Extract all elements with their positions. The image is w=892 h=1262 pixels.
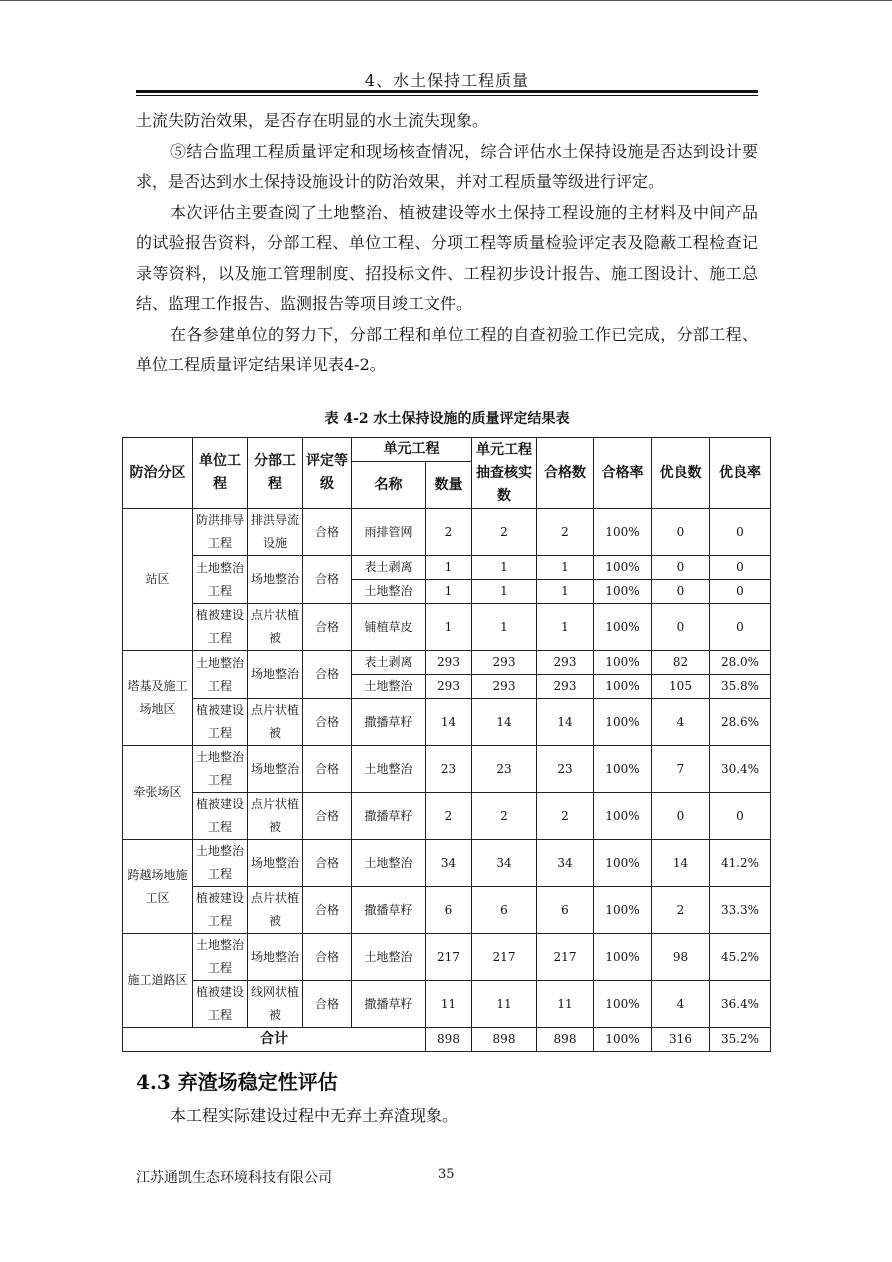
grade-cell: 合格 bbox=[303, 509, 352, 556]
table-row bbox=[123, 509, 771, 556]
count-cell: 2 bbox=[426, 509, 472, 556]
zone-cell: 站区 bbox=[123, 509, 193, 651]
header-unit: 单位工程 bbox=[193, 438, 248, 509]
qualified-rate-cell: 100% bbox=[594, 604, 652, 651]
count-cell: 1 bbox=[426, 580, 472, 604]
checked-cell: 1 bbox=[472, 580, 537, 604]
header-qualified-rate: 合格率 bbox=[594, 438, 652, 509]
qualified-cell: 34 bbox=[537, 840, 594, 887]
qualified-rate-cell: 100% bbox=[594, 934, 652, 981]
element-name-cell: 撒播草籽 bbox=[352, 981, 426, 1028]
unit-cell: 土地整治工程 bbox=[193, 556, 248, 604]
zone-cell: 施工道路区 bbox=[123, 934, 193, 1028]
grade-cell: 合格 bbox=[303, 981, 352, 1028]
qualified-cell: 1 bbox=[537, 580, 594, 604]
sub-cell: 排洪导流设施 bbox=[248, 509, 303, 556]
zone-cell: 跨越场地施工区 bbox=[123, 840, 193, 934]
header-qualified: 合格数 bbox=[537, 438, 594, 509]
qualified-rate-cell: 100% bbox=[594, 793, 652, 840]
sub-cell: 线网状植被 bbox=[248, 981, 303, 1028]
grade-cell: 合格 bbox=[303, 840, 352, 887]
checked-cell: 1 bbox=[472, 604, 537, 651]
element-name-cell: 土地整治 bbox=[352, 840, 426, 887]
excellent-cell: 4 bbox=[652, 981, 710, 1028]
checked-cell: 6 bbox=[472, 887, 537, 934]
excellent-rate-cell: 45.2% bbox=[710, 934, 771, 981]
sub-cell: 场地整治 bbox=[248, 556, 303, 604]
excellent-cell: 82 bbox=[652, 651, 710, 675]
total-excellent-rate: 35.2% bbox=[710, 1028, 771, 1052]
grade-cell: 合格 bbox=[303, 604, 352, 651]
header-rule-thin bbox=[136, 95, 758, 96]
unit-cell: 土地整治工程 bbox=[193, 840, 248, 887]
sub-cell: 场地整治 bbox=[248, 840, 303, 887]
grade-cell: 合格 bbox=[303, 746, 352, 793]
header-excellent-rate: 优良率 bbox=[710, 438, 771, 509]
grade-cell: 合格 bbox=[303, 793, 352, 840]
paragraph-item-5: ⑤结合监理工程质量评定和现场核查情况，综合评估水土保持设施是否达到设计要求，是否达到水土保持设施设计的防治效果，并对工程质量等级进行评定。 bbox=[136, 141, 758, 191]
grade-cell: 合格 bbox=[303, 556, 352, 604]
qualified-cell: 2 bbox=[537, 793, 594, 840]
excellent-cell: 7 bbox=[652, 746, 710, 793]
excellent-rate-cell: 36.4% bbox=[710, 981, 771, 1028]
qualified-rate-cell: 100% bbox=[594, 840, 652, 887]
unit-cell: 植被建设工程 bbox=[193, 604, 248, 651]
header-rule bbox=[136, 90, 758, 93]
excellent-cell: 0 bbox=[652, 509, 710, 556]
qualified-rate-cell: 100% bbox=[594, 887, 652, 934]
excellent-rate-cell: 33.3% bbox=[710, 887, 771, 934]
excellent-rate-cell: 0 bbox=[710, 556, 771, 580]
element-name-cell: 撒播草籽 bbox=[352, 699, 426, 746]
count-cell: 23 bbox=[426, 746, 472, 793]
paragraph-result: 在各参建单位的努力下，分部工程和单位工程的自查初验工作已完成，分部工程、单位工程质量评定结果详见表4-2。 bbox=[136, 324, 758, 374]
table-row bbox=[123, 887, 771, 934]
table-row bbox=[123, 699, 771, 746]
body-text bbox=[136, 106, 758, 381]
sub-cell: 点片状植被 bbox=[248, 604, 303, 651]
sub-cell: 点片状植被 bbox=[248, 887, 303, 934]
table-row bbox=[123, 651, 771, 675]
footer-company: 江苏通凯生态环境科技有限公司 bbox=[136, 1170, 332, 1186]
excellent-cell: 98 bbox=[652, 934, 710, 981]
paragraph-review: 本次评估主要查阅了土地整治、植被建设等水土保持工程设施的主材料及中间产品的试验报告资料，分部工程、单位工程、分项工程等质量检验评定表及隐蔽工程检查记录等资料，以及施工管理制度、招投标文件、工程初步设计报告、施工图设计、施工总结、监理工作报告、监测报告等项目竣工文件。 bbox=[136, 202, 758, 313]
total-row bbox=[123, 1028, 771, 1052]
excellent-rate-cell: 0 bbox=[710, 509, 771, 556]
excellent-rate-cell: 28.6% bbox=[710, 699, 771, 746]
header-element-name: 名称 bbox=[352, 462, 426, 509]
qualified-cell: 293 bbox=[537, 675, 594, 699]
top-border-line bbox=[0, 0, 892, 1]
checked-cell: 293 bbox=[472, 651, 537, 675]
unit-cell: 土地整治工程 bbox=[193, 746, 248, 793]
element-name-cell: 雨排管网 bbox=[352, 509, 426, 556]
checked-cell: 2 bbox=[472, 509, 537, 556]
header-checked: 单元工程抽查核实数 bbox=[472, 438, 537, 509]
sub-cell: 场地整治 bbox=[248, 934, 303, 981]
qualified-cell: 293 bbox=[537, 651, 594, 675]
unit-cell: 土地整治工程 bbox=[193, 651, 248, 699]
excellent-rate-cell: 41.2% bbox=[710, 840, 771, 887]
unit-cell: 植被建设工程 bbox=[193, 699, 248, 746]
count-cell: 2 bbox=[426, 793, 472, 840]
table-row bbox=[123, 604, 771, 651]
excellent-cell: 0 bbox=[652, 604, 710, 651]
header-excellent: 优良数 bbox=[652, 438, 710, 509]
qualified-rate-cell: 100% bbox=[594, 699, 652, 746]
checked-cell: 293 bbox=[472, 675, 537, 699]
header-zone: 防治分区 bbox=[123, 438, 193, 509]
count-cell: 293 bbox=[426, 675, 472, 699]
excellent-rate-cell: 28.0% bbox=[710, 651, 771, 675]
total-checked: 898 bbox=[472, 1028, 537, 1052]
checked-cell: 14 bbox=[472, 699, 537, 746]
checked-cell: 2 bbox=[472, 793, 537, 840]
unit-cell: 植被建设工程 bbox=[193, 981, 248, 1028]
sub-cell: 点片状植被 bbox=[248, 699, 303, 746]
excellent-cell: 0 bbox=[652, 793, 710, 840]
count-cell: 217 bbox=[426, 934, 472, 981]
qualified-rate-cell: 100% bbox=[594, 746, 652, 793]
table-row bbox=[123, 556, 771, 580]
qualified-cell: 2 bbox=[537, 509, 594, 556]
header-element-count: 数量 bbox=[426, 462, 472, 509]
checked-cell: 217 bbox=[472, 934, 537, 981]
qualified-cell: 6 bbox=[537, 887, 594, 934]
excellent-cell: 2 bbox=[652, 887, 710, 934]
page-number: 35 bbox=[438, 1167, 455, 1182]
qualified-cell: 11 bbox=[537, 981, 594, 1028]
count-cell: 14 bbox=[426, 699, 472, 746]
running-header: 4、水土保持工程质量 bbox=[364, 71, 530, 90]
header-sub: 分部工程 bbox=[248, 438, 303, 509]
header-grade: 评定等级 bbox=[303, 438, 352, 509]
count-cell: 1 bbox=[426, 604, 472, 651]
qualified-rate-cell: 100% bbox=[594, 981, 652, 1028]
excellent-rate-cell: 35.8% bbox=[710, 675, 771, 699]
unit-cell: 植被建设工程 bbox=[193, 887, 248, 934]
element-name-cell: 铺植草皮 bbox=[352, 604, 426, 651]
qualified-rate-cell: 100% bbox=[594, 651, 652, 675]
unit-cell: 土地整治工程 bbox=[193, 934, 248, 981]
excellent-cell: 14 bbox=[652, 840, 710, 887]
count-cell: 293 bbox=[426, 651, 472, 675]
excellent-rate-cell: 0 bbox=[710, 604, 771, 651]
table-row bbox=[123, 793, 771, 840]
qualified-cell: 1 bbox=[537, 604, 594, 651]
qualified-rate-cell: 100% bbox=[594, 556, 652, 580]
paragraph-continuation: 土流失防治效果，是否存在明显的水土流失现象。 bbox=[136, 111, 489, 130]
checked-cell: 34 bbox=[472, 840, 537, 887]
excellent-cell: 4 bbox=[652, 699, 710, 746]
sub-cell: 点片状植被 bbox=[248, 793, 303, 840]
grade-cell: 合格 bbox=[303, 699, 352, 746]
element-name-cell: 表土剥离 bbox=[352, 651, 426, 675]
checked-cell: 23 bbox=[472, 746, 537, 793]
table-row bbox=[123, 746, 771, 793]
qualified-cell: 23 bbox=[537, 746, 594, 793]
qualified-rate-cell: 100% bbox=[594, 675, 652, 699]
quality-table bbox=[122, 437, 771, 1052]
grade-cell: 合格 bbox=[303, 887, 352, 934]
total-excellent: 316 bbox=[652, 1028, 710, 1052]
table-row bbox=[123, 981, 771, 1028]
unit-cell: 植被建设工程 bbox=[193, 793, 248, 840]
element-name-cell: 土地整治 bbox=[352, 934, 426, 981]
sub-cell: 场地整治 bbox=[248, 746, 303, 793]
count-cell: 11 bbox=[426, 981, 472, 1028]
table-row bbox=[123, 934, 771, 981]
table-row bbox=[123, 840, 771, 887]
checked-cell: 11 bbox=[472, 981, 537, 1028]
excellent-cell: 105 bbox=[652, 675, 710, 699]
element-name-cell: 表土剥离 bbox=[352, 556, 426, 580]
zone-cell: 塔基及施工场地区 bbox=[123, 651, 193, 746]
sub-cell: 场地整治 bbox=[248, 651, 303, 699]
zone-cell: 牵张场区 bbox=[123, 746, 193, 840]
header-row bbox=[123, 438, 771, 462]
element-name-cell: 撒播草籽 bbox=[352, 793, 426, 840]
total-count: 898 bbox=[426, 1028, 472, 1052]
qualified-cell: 217 bbox=[537, 934, 594, 981]
total-rate: 100% bbox=[594, 1028, 652, 1052]
excellent-cell: 0 bbox=[652, 580, 710, 604]
element-name-cell: 土地整治 bbox=[352, 746, 426, 793]
count-cell: 1 bbox=[426, 556, 472, 580]
unit-cell: 防洪排导工程 bbox=[193, 509, 248, 556]
grade-cell: 合格 bbox=[303, 934, 352, 981]
count-cell: 34 bbox=[426, 840, 472, 887]
excellent-rate-cell: 30.4% bbox=[710, 746, 771, 793]
qualified-cell: 1 bbox=[537, 556, 594, 580]
section-title: 4.3 弃渣场稳定性评估 bbox=[136, 1070, 338, 1094]
header-element-project: 单元工程 bbox=[352, 438, 472, 462]
qualified-rate-cell: 100% bbox=[594, 580, 652, 604]
element-name-cell: 土地整治 bbox=[352, 580, 426, 604]
grade-cell: 合格 bbox=[303, 651, 352, 699]
qualified-cell: 14 bbox=[537, 699, 594, 746]
total-qualified: 898 bbox=[537, 1028, 594, 1052]
table-caption: 表 4-2 水土保持设施的质量评定结果表 bbox=[324, 411, 570, 427]
count-cell: 6 bbox=[426, 887, 472, 934]
excellent-rate-cell: 0 bbox=[710, 580, 771, 604]
element-name-cell: 土地整治 bbox=[352, 675, 426, 699]
excellent-rate-cell: 0 bbox=[710, 793, 771, 840]
element-name-cell: 撒播草籽 bbox=[352, 887, 426, 934]
excellent-cell: 0 bbox=[652, 556, 710, 580]
total-label: 合计 bbox=[123, 1028, 426, 1052]
checked-cell: 1 bbox=[472, 556, 537, 580]
section-body: 本工程实际建设过程中无弃土弃渣现象。 bbox=[170, 1106, 459, 1125]
qualified-rate-cell: 100% bbox=[594, 509, 652, 556]
